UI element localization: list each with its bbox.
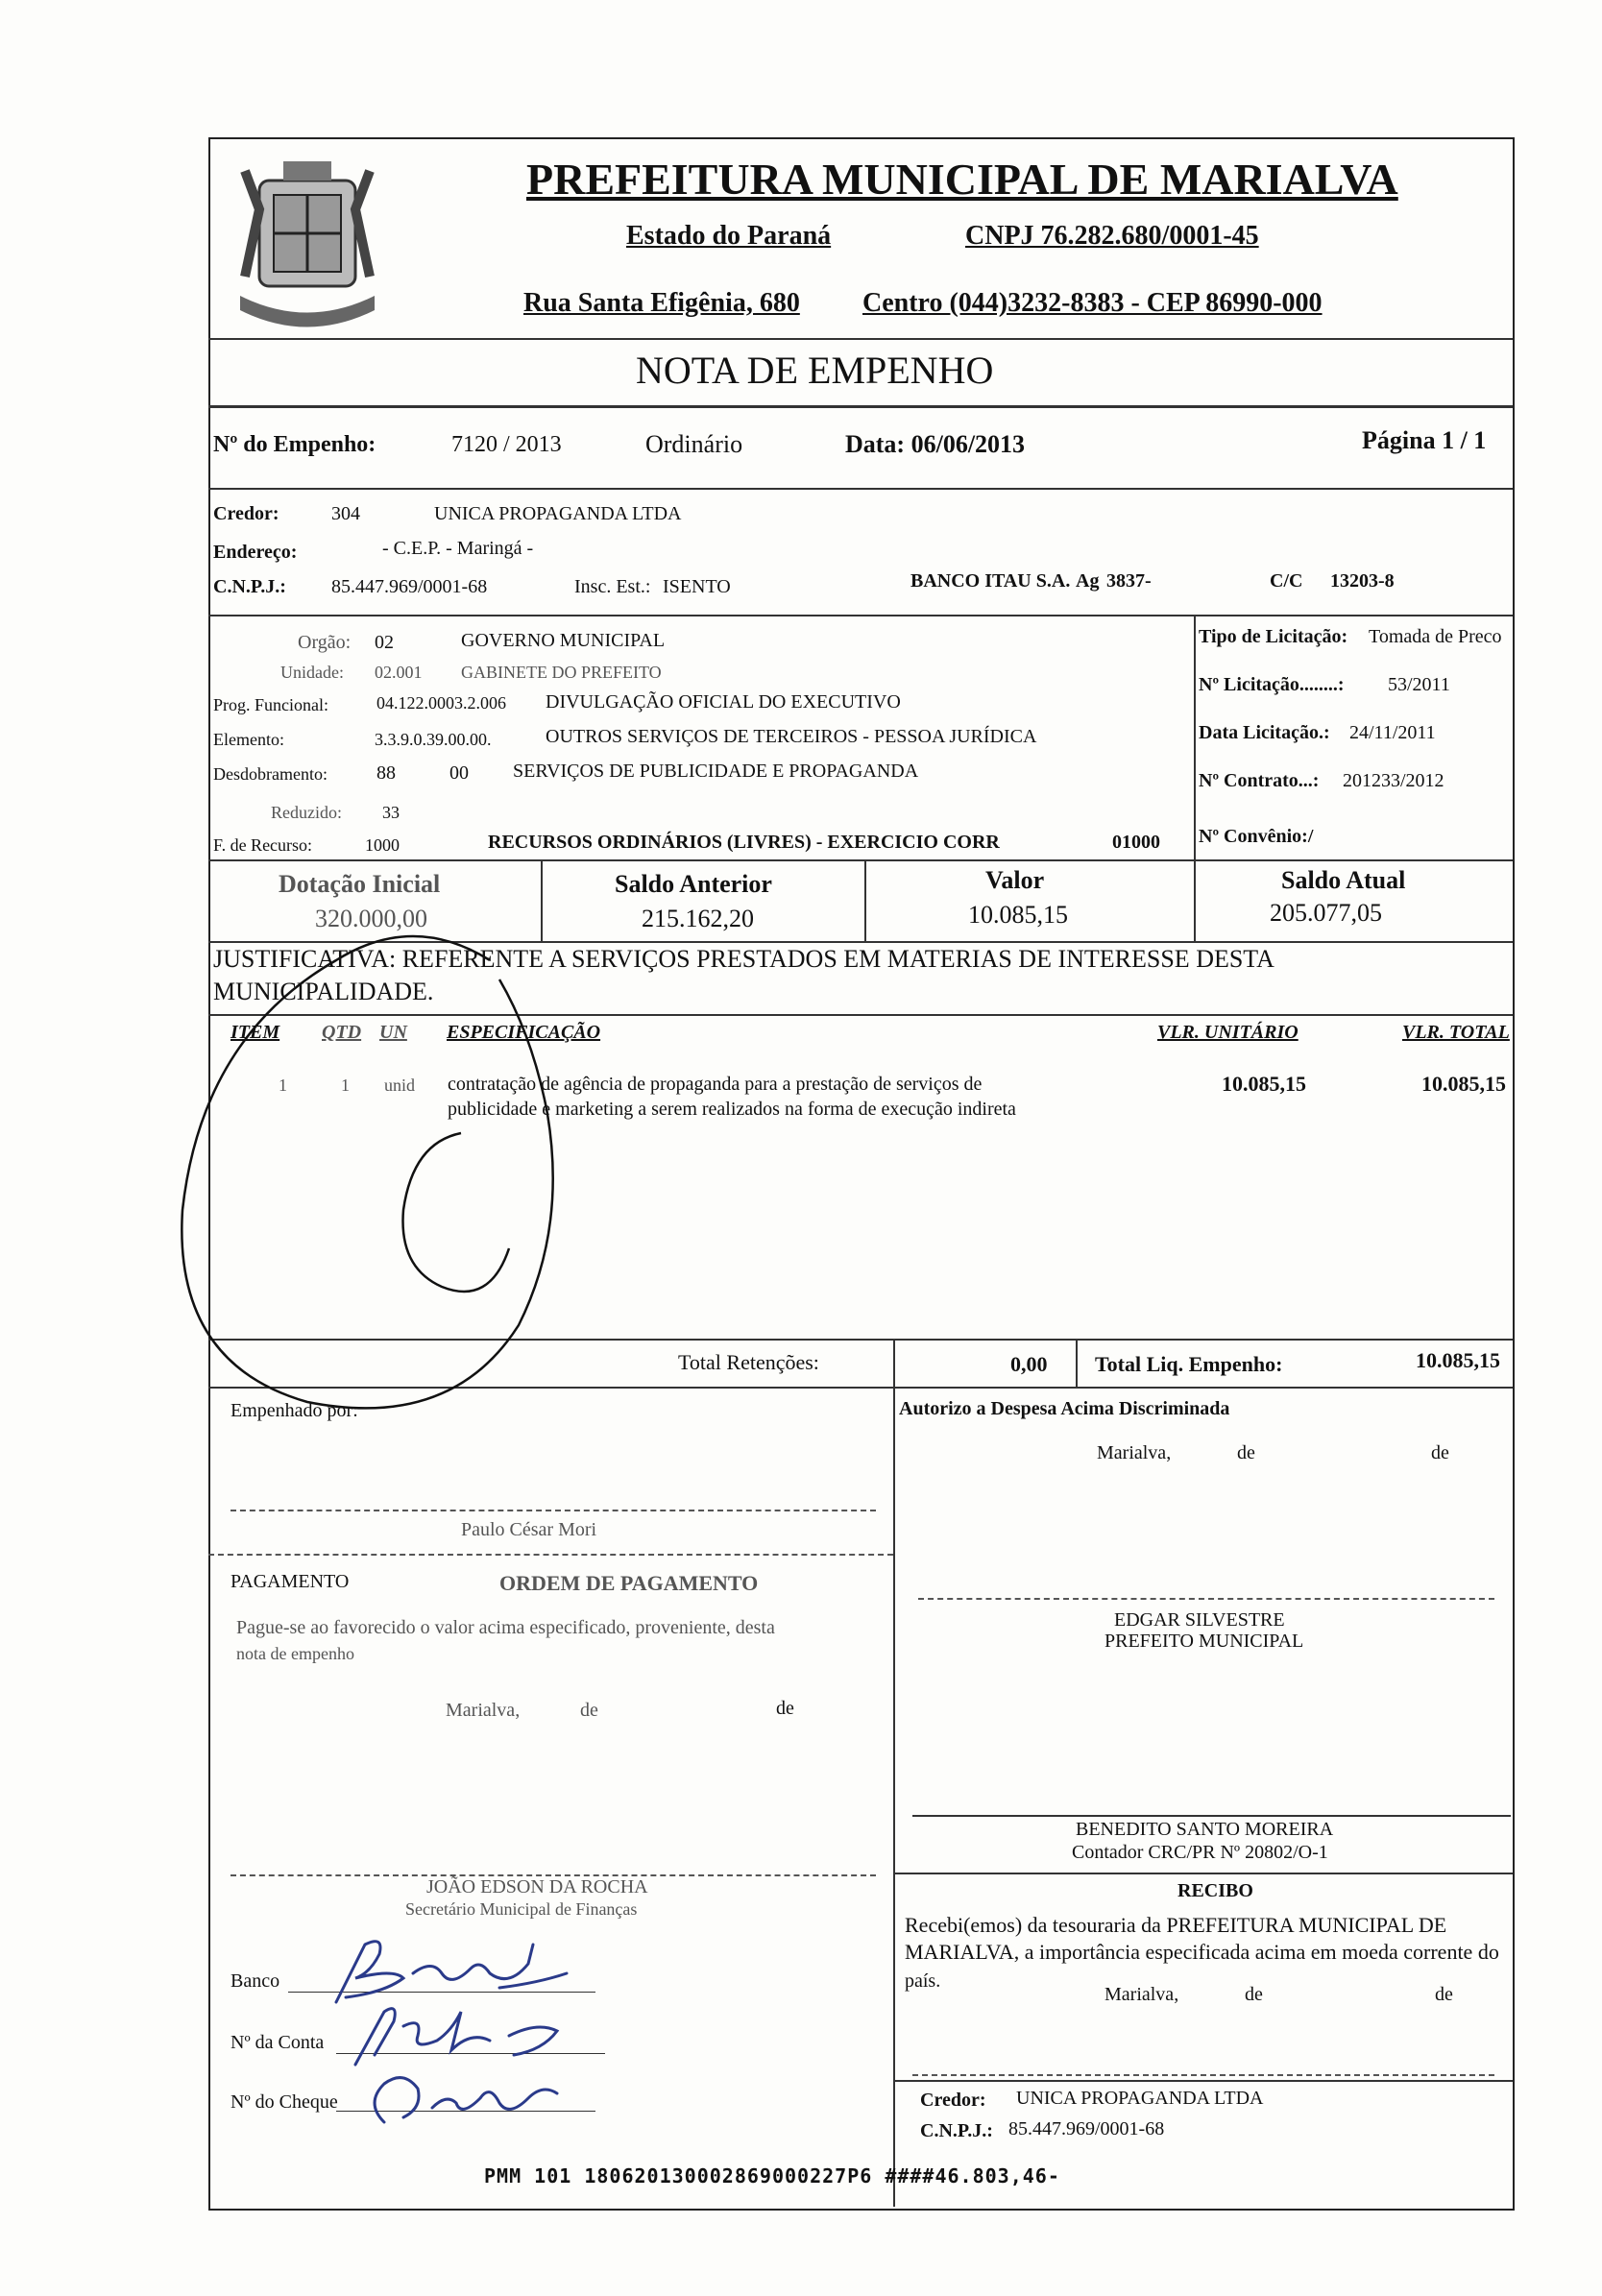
saldo-anterior-label: Saldo Anterior: [615, 870, 772, 898]
convenio-label: Nº Convênio:/: [1199, 826, 1314, 847]
credor-label: Credor:: [213, 503, 279, 524]
saldo-anterior-value: 215.162,20: [642, 905, 754, 932]
header-cnpj: CNPJ 76.282.680/0001-45: [965, 221, 1259, 251]
credor-code: 304: [331, 503, 360, 524]
saldo-atual-label: Saldo Atual: [1281, 866, 1406, 894]
licitacao-tipo-label: Tipo de Licitação:: [1199, 626, 1348, 647]
autorizo-de-1: de: [1237, 1442, 1255, 1463]
fonte-code: 1000: [365, 835, 400, 855]
ie-value: ISENTO: [663, 576, 731, 597]
fonte-label: F. de Recurso:: [213, 835, 313, 855]
pagamento-de-1: de: [580, 1700, 598, 1721]
justificativa-line-2: MUNICIPALIDADE.: [213, 978, 434, 1005]
prog-label: Prog. Funcional:: [213, 695, 328, 714]
endereco-value: - C.E.P. - Maringá -: [382, 538, 534, 559]
licitacao-num-label: Nº Licitação........:: [1199, 674, 1345, 695]
contador-role: Contador CRC/PR Nº 20802/O-1: [1072, 1842, 1328, 1863]
signature-line: [912, 1815, 1511, 1817]
municipality-title: PREFEITURA MUNICIPAL DE MARIALVA: [526, 155, 1398, 204]
divider: [893, 1339, 895, 1387]
orgao-label: Orgão:: [298, 632, 352, 653]
credor-name: UNICA PROPAGANDA LTDA: [434, 503, 682, 524]
empenho-type: Ordinário: [645, 430, 743, 458]
cheque-label: Nº do Cheque: [231, 2091, 338, 2113]
item-total-value: 10.085,15: [1421, 1072, 1506, 1096]
prog-name: DIVULGAÇÃO OFICIAL DO EXECUTIVO: [546, 691, 901, 713]
recibo-cnpj-label: C.N.P.J.:: [920, 2120, 993, 2141]
prefeito-name: EDGAR SILVESTRE: [1114, 1609, 1285, 1631]
recibo-credor-value: UNICA PROPAGANDA LTDA: [1016, 2088, 1264, 2109]
total-liq-label: Total Liq. Empenho:: [1095, 1352, 1283, 1376]
desdobramento-code: 88: [376, 762, 396, 784]
divider: [864, 859, 866, 941]
divider: [893, 1387, 895, 2207]
total-retencoes-value: 0,00: [1010, 1352, 1048, 1376]
recibo-de-2: de: [1435, 1984, 1453, 2005]
licitacao-tipo-value: Tomada de Preco: [1369, 626, 1502, 647]
recibo-text-2: MARIALVA, a importância especificada acima em moeda corrente do: [905, 1940, 1499, 1964]
col-qtd: QTD: [322, 1022, 362, 1043]
col-espec: ESPECIFICAÇÃO: [447, 1022, 601, 1043]
header-address: Rua Santa Efigênia, 680: [523, 288, 800, 318]
recibo-text-3: país.: [905, 1970, 941, 1992]
orgao-name: GOVERNO MUNICIPAL: [461, 630, 666, 651]
autorizo-city: Marialva,: [1097, 1442, 1172, 1463]
conta-label: Nº da Conta: [231, 2032, 325, 2053]
handwritten-mark: [163, 922, 701, 1421]
recibo-text-1: Recebi(emos) da tesouraria da PREFEITURA MUNICIPAL DE: [905, 1913, 1447, 1937]
signature-line: [231, 1510, 876, 1511]
desdobramento-name: SERVIÇOS DE PUBLICIDADE E PROPAGANDA: [513, 761, 919, 782]
autorizo-de-2: de: [1431, 1442, 1449, 1463]
recibo-credor-label: Credor:: [920, 2090, 986, 2111]
item-number: 1: [279, 1075, 287, 1095]
endereco-label: Endereço:: [213, 542, 298, 563]
orgao-code: 02: [375, 632, 394, 653]
conta-signature: [346, 1997, 595, 2074]
desdobramento-sub: 00: [449, 762, 469, 784]
divider: [208, 338, 1513, 340]
cnpj-label: C.N.P.J.:: [213, 576, 286, 597]
account-value: 13203-8: [1330, 570, 1395, 592]
recibo-title: RECIBO: [1177, 1880, 1253, 1901]
reduzido-code: 33: [382, 803, 400, 822]
contrato-value: 201233/2012: [1343, 770, 1444, 791]
coat-of-arms-icon: [216, 152, 399, 344]
state-name: Estado do Paraná: [626, 221, 832, 251]
total-liq-value: 10.085,15: [1416, 1348, 1500, 1372]
secretario-name: JOÃO EDSON DA ROCHA: [426, 1876, 648, 1897]
signature-line: [912, 2074, 1494, 2076]
header-district-phone: Centro (044)3232-8383 - CEP 86990-000: [862, 288, 1323, 318]
ie-label: Insc. Est.:: [574, 576, 651, 597]
pagamento-text-2: nota de empenho: [236, 1644, 354, 1663]
agency-value: 3837-: [1106, 570, 1152, 592]
autorizo-title: Autorizo a Despesa Acima Discriminada: [899, 1398, 1230, 1419]
footer-stamp: PMM 101 180620130002869000227P6 ####46.803,46-: [484, 2164, 1060, 2187]
col-item: ITEM: [231, 1022, 280, 1043]
saldo-atual-value: 205.077,05: [1270, 899, 1382, 927]
prog-code: 04.122.0003.2.006: [376, 693, 506, 713]
pagamento-label: PAGAMENTO: [231, 1571, 350, 1592]
contador-name: BENEDITO SANTO MOREIRA: [1076, 1819, 1334, 1840]
col-vlr-total: VLR. TOTAL: [1402, 1022, 1510, 1043]
item-un: unid: [384, 1075, 416, 1095]
desdobramento-label: Desdobramento:: [213, 764, 328, 784]
empenhado-name: Paulo César Mori: [461, 1519, 597, 1540]
licitacao-data-label: Data Licitação.:: [1199, 722, 1330, 743]
agency-label: Ag: [1076, 570, 1100, 592]
divider: [208, 859, 1513, 861]
ordem-pagamento-title: ORDEM DE PAGAMENTO: [499, 1571, 759, 1595]
pagamento-city: Marialva,: [446, 1700, 521, 1721]
empenho-date: Data: 06/06/2013: [845, 430, 1026, 458]
divider: [1076, 1339, 1078, 1387]
doc-title: NOTA DE EMPENHO: [636, 349, 994, 392]
col-vlr-unitario: VLR. UNITÁRIO: [1157, 1022, 1299, 1043]
divider: [208, 488, 1513, 490]
divider: [893, 2080, 1513, 2082]
elemento-code: 3.3.9.0.39.00.00.: [375, 730, 492, 749]
valor-label: Valor: [985, 866, 1045, 894]
cnpj-value: 85.447.969/0001-68: [331, 576, 488, 597]
divider: [208, 1554, 893, 1556]
contrato-label: Nº Contrato...:: [1199, 770, 1320, 791]
total-retencoes-label: Total Retenções:: [678, 1350, 819, 1374]
recibo-city: Marialva,: [1104, 1984, 1179, 2005]
divider: [893, 1873, 1513, 1874]
secretario-role: Secretário Municipal de Finanças: [405, 1899, 638, 1919]
elemento-name: OUTROS SERVIÇOS DE TERCEIROS - PESSOA JURÍDICA: [546, 726, 1037, 747]
item-desc-line-1: contratação de agência de propaganda para a prestação de serviços de: [448, 1074, 983, 1095]
reduzido-label: Reduzido:: [271, 803, 342, 822]
fonte-number: 01000: [1112, 832, 1160, 853]
divider: [1194, 859, 1196, 941]
licitacao-data-value: 24/11/2011: [1349, 722, 1436, 743]
bank-name: BANCO ITAU S.A.: [910, 570, 1071, 592]
fonte-name: RECURSOS ORDINÁRIOS (LIVRES) - EXERCICIO CORR: [488, 832, 1000, 853]
elemento-label: Elemento:: [213, 730, 284, 749]
prefeito-role: PREFEITO MUNICIPAL: [1104, 1631, 1304, 1652]
dotacao-inicial-value: 320.000,00: [315, 905, 427, 932]
divider: [208, 405, 1513, 408]
pagamento-text-1: Pague-se ao favorecido o valor acima especificado, proveniente, desta: [236, 1617, 775, 1638]
recibo-de-1: de: [1245, 1984, 1263, 2005]
item-qtd: 1: [341, 1075, 350, 1095]
banco-label: Banco: [231, 1970, 280, 1992]
unidade-label: Unidade:: [280, 663, 344, 682]
valor-value: 10.085,15: [968, 901, 1068, 929]
empenhado-label: Empenhado por:: [231, 1400, 358, 1421]
dotacao-inicial-label: Dotação Inicial: [279, 870, 441, 898]
item-desc-line-2: publicidade e marketing a serem realizados na forma de execução indireta: [448, 1099, 1016, 1120]
unidade-code: 02.001: [375, 663, 423, 682]
divider: [1194, 615, 1196, 859]
recibo-cnpj-value: 85.447.969/0001-68: [1008, 2118, 1165, 2139]
unidade-name: GABINETE DO PREFEITO: [461, 663, 662, 682]
col-un: UN: [379, 1022, 407, 1043]
cheque-signature: [365, 2065, 576, 2132]
licitacao-num-value: 53/2011: [1388, 674, 1450, 695]
pagamento-de-2: de: [776, 1698, 794, 1719]
empenho-number: 7120 / 2013: [451, 432, 562, 457]
divider: [208, 615, 1513, 616]
signature-line: [918, 1598, 1494, 1600]
page-number: Página 1 / 1: [1362, 426, 1487, 454]
empenho-number-label: Nº do Empenho:: [213, 432, 376, 457]
account-label: C/C: [1270, 570, 1303, 592]
justificativa-line-1: JUSTIFICATIVA: REFERENTE A SERVIÇOS PRESTADOS EM MATERIAS DE INTERESSE DESTA: [213, 945, 1274, 973]
item-unit-value: 10.085,15: [1222, 1072, 1306, 1096]
